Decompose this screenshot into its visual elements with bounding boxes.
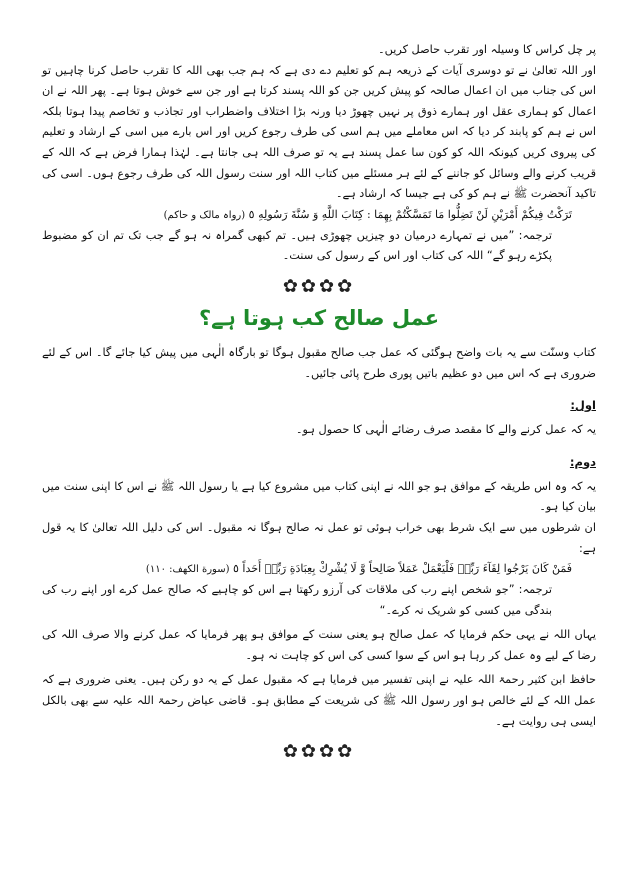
hadith-reference: (رواہ مالک و حاکم) bbox=[163, 209, 246, 221]
second-condition-label: دوم: bbox=[569, 454, 596, 469]
first-condition-label: اول: bbox=[570, 398, 596, 413]
explanation-paragraph: یہاں اللہ نے یہی حکم فرمایا کہ عمل صالح ہو یعنی سنت کے موافق ہو پھر فرمایا کہ عمل کرنے والا صرف اللہ کی رضا کے لیے وہ عمل کر رہا ہو اس کے سوا کسی کی اس کو چاہت نہ ہو۔ bbox=[42, 628, 596, 662]
hadith-arabic bbox=[42, 205, 572, 226]
hafiz-paragraph: حافظ ابن کثیر رحمۃ اللہ علیہ نے اپنی تفسیر میں فرمایا ہے کہ مقبول عمل کے یہ دو رکن ہیں۔ یعنی ضروری ہے کہ عمل اللہ کے لئے خالص ہو اور رسول اللہ ﷺ کی شریعت کے مطابق ہو۔ قاضی عیاض رحمۃ اللہ علیہ سے بھی بالکل ایسی ہی روایت ہے۔ bbox=[42, 673, 596, 728]
section-paragraph-1: کتاب وسنّت سے یہ بات واضح ہوگئی کہ عمل جب صالح مقبول ہوگا تو بارگاہ الٰہی میں پیش کیا جائے گا۔ اس کے لئے ضروری ہے کہ اس میں دو عظیم باتیں پوری طرح پائی جائیں۔ bbox=[42, 345, 596, 380]
hadith-translation: ترجمہ: ”میں نے تمہارے درمیان دو چیزیں چھوڑی ہیں۔ تم کبھی گمراہ نہ ہو گے جب تک تم ان کو مضبوط پکڑے رہو گے“ اللہ کی کتاب اور اس کے رسول کی سنت۔ bbox=[42, 228, 552, 263]
ayah-arabic bbox=[42, 559, 572, 580]
ayah-reference: (سورة الكهف: ١١٠) bbox=[145, 564, 230, 576]
hadith-arabic-text: تَرَكْتُ فِيكُمْ أَمْرَيْنِ لَنْ تَضِلُّوا مَا تَمَسَّكْتُمْ بِهِمَا : كِتَابَ اللَّهِ وَ سُنَّةَ رَسُولِهِ ٥ bbox=[248, 207, 572, 221]
section-heading: عمل صالح کب ہوتا ہے؟ bbox=[198, 305, 440, 330]
ornament-divider-icon: ✿✿✿✿ bbox=[282, 275, 356, 297]
first-condition-text: یہ کہ عمل کرنے والے کا مقصد صرف رضائے الٰہی کا حصول ہو۔ bbox=[295, 423, 596, 437]
ayah-translation: ترجمہ: ”جو شخص اپنے رب کی ملاقات کی آرزو رکھتا ہے اس کو چاہیے کہ صالح عمل کرے اور اپنے رب کی بندگی میں کسی کو شریک نہ کرے۔“ bbox=[42, 583, 552, 617]
conditions-paragraph: ان شرطوں میں سے ایک شرط بھی خراب ہوئی تو عمل نہ صالح ہوگا نہ مقبول۔ اس کی دلیل اللہ تعالیٰ کا یہ قول ہے: bbox=[42, 520, 596, 555]
ayah-arabic-text: فَمَنْ كَانَ يَرْجُوا لِقَآءَ رَبِّهٖ فَلْيَعْمَلْ عَمَلاً صَالِحاً وَّ لَا يُشْرِكْ بِعِبَادَةِ رَبِّهٖ أَحَداً ٥ bbox=[233, 562, 572, 576]
ornament-divider-bottom-icon: ✿✿✿✿ bbox=[282, 741, 356, 763]
second-condition-text: یہ کہ وہ اس طریقہ کے موافق ہو جو اللہ نے اپنی کتاب میں مشروع کیا ہے یا رسول اللہ ﷺ نے اس کا اپنی سنت میں بیان کیا ہو۔ bbox=[42, 479, 596, 514]
intro-paragraph-1: پر چل کراس کا وسیلہ اور تقرب حاصل کریں۔ bbox=[377, 43, 596, 56]
intro-paragraph-2: اور اللہ تعالیٰ نے تو دوسری آیات کے ذریعہ ہم کو تعلیم دے دی ہے کہ ہم جب بھی اللہ کا تقرب حاصل کرنا چاہیں تو اس کی جناب میں ان اعمال صالحہ کو پیش کریں جن کو اللہ پسند کرتا ہے اور جن سے خوش ہوتا ہے۔ پھر اللہ نے ان اعمال کو ہماری عقل اور ہمارے ذوق پر نہیں چھوڑ دیا ورنہ بڑا اختلاف واضطراب اور تجاذب و تخاصم پیدا ہوتا بلکہ اس نے ہم کو پابند کر دیا کہ اس معاملے میں ہم اسی کی طرف رجوع کریں اور اس بارے میں اسی کے ارشاد و تعلیم کی پیروی کریں کیونکہ اللہ کو کون سا عمل پسند ہے یہ تو صرف اللہ ہی جانتا ہے۔ لہٰذا ہمارا فرض ہے کہ اللہ کے قریب کرنے والے وسائل کو جاننے کے لئے ہر مسئلے میں کتاب اللہ اور سنت رسول اللہ کی طرف رجوع ہوں۔ اسی کی تاکید آنحضرت ﷺ نے ہم کو کی ہے جیسا کہ ارشاد ہے۔ bbox=[42, 63, 596, 201]
